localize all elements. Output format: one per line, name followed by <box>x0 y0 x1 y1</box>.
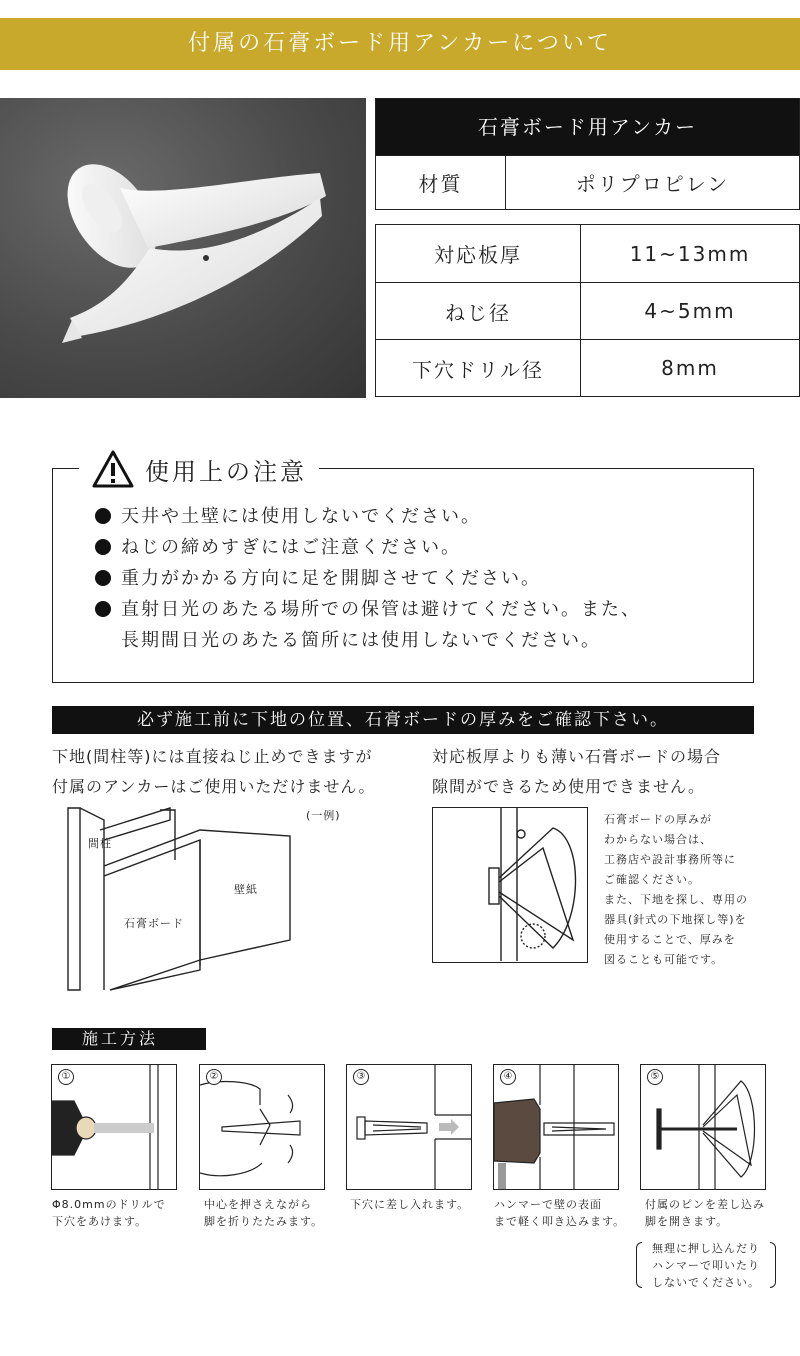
side-note-line: わからない場合は、 <box>604 833 712 846</box>
caption-line: 下穴をあけます。 <box>52 1215 148 1228</box>
step-3-illustration <box>346 1064 472 1190</box>
list-item <box>95 594 641 625</box>
side-note-line: 器具(針式の下地探し等)を <box>604 913 747 926</box>
spec-label: 対応板厚 <box>376 225 581 282</box>
bullet-icon <box>95 508 111 524</box>
caution-title: 使用上の注意 <box>145 457 307 486</box>
table-row <box>376 225 799 282</box>
spec-value: 11~13mm <box>629 241 751 266</box>
caption-line: 脚を開きます。 <box>645 1215 729 1228</box>
spec-table-material <box>375 98 800 210</box>
page-title-banner: 付属の石膏ボード用アンカーについて <box>0 18 800 70</box>
step-1-caption <box>52 1196 166 1230</box>
step-number: ② <box>206 1069 222 1085</box>
spec-label: 下穴ドリル径 <box>376 340 581 396</box>
caption-line: 付属のピンを差し込み <box>645 1198 765 1211</box>
step-4-illustration <box>493 1064 619 1190</box>
step-4-caption <box>494 1196 625 1230</box>
list-item <box>95 563 641 594</box>
step-2-illustration <box>199 1064 325 1190</box>
bullet-icon <box>95 539 111 555</box>
list-item <box>95 501 641 532</box>
spec-label: 材質 <box>376 156 506 209</box>
board-label: 石膏ボード <box>124 917 184 930</box>
caution-text: 直射日光のあたる場所での保管は避けてください。また、 <box>121 599 641 620</box>
table-row <box>376 282 799 339</box>
spec-table-header: 石膏ボード用アンカー <box>376 99 799 155</box>
caution-text: 長期間日光のあたる箇所には使用しないでください。 <box>121 630 601 651</box>
step-3-caption <box>350 1196 469 1213</box>
table-row <box>376 339 799 396</box>
caption-line: Φ8.0mmのドリルで <box>52 1198 166 1211</box>
thin-board-diagram <box>432 807 588 963</box>
step-5-warning <box>640 1240 772 1291</box>
bullet-icon <box>95 570 111 586</box>
step-5-illustration <box>640 1064 766 1190</box>
left-info-line-2: 付属のアンカーはご使用いただけません。 <box>52 777 376 796</box>
caution-text: 天井や土壁には使用しないでください。 <box>121 506 481 527</box>
caption-line: 中心を押さえながら <box>204 1198 312 1211</box>
caption-line: 下穴に差し入れます。 <box>350 1198 470 1211</box>
caption-line: 脚を折りたたみます。 <box>204 1215 324 1228</box>
side-note-line: ご確認ください。 <box>604 873 700 886</box>
side-note-line: また、下地を探し、専用の <box>604 893 748 906</box>
spec-value: 8mm <box>661 356 719 380</box>
wallpaper-label: 壁紙 <box>234 883 258 896</box>
anchor-photo <box>0 98 366 398</box>
caption-line: まで軽く叩き込みます。 <box>494 1215 626 1228</box>
side-note-line: 工務店や設計事務所等に <box>604 853 736 866</box>
list-item <box>95 532 641 563</box>
step-1-illustration <box>51 1064 177 1190</box>
step-number: ④ <box>500 1069 516 1085</box>
bullet-icon <box>95 601 111 617</box>
step-number: ① <box>58 1069 74 1085</box>
warning-line: 無理に押し込んだり <box>652 1242 760 1255</box>
caution-heading <box>79 443 319 495</box>
spec-value: ポリプロピレン <box>575 172 730 196</box>
left-info-line-1: 下地(間柱等)には直接ねじ止めできますが <box>52 747 373 766</box>
step-number: ③ <box>353 1069 369 1085</box>
spec-table-dimensions <box>375 224 800 397</box>
bracket-left <box>636 1242 642 1288</box>
side-note-line: 図ることも可能です。 <box>604 953 724 966</box>
method-title: 施工方法 <box>52 1028 206 1050</box>
side-note-line: 石膏ボードの厚みが <box>604 813 712 826</box>
step-5-caption <box>645 1196 765 1230</box>
right-info-line-1: 対応板厚よりも薄い石膏ボードの場合 <box>432 747 722 766</box>
warning-line: ハンマーで叩いたり <box>652 1259 760 1272</box>
step-number: ⑤ <box>647 1069 663 1085</box>
spec-value: 4~5mm <box>644 299 736 323</box>
caution-text: ねじの締めすぎにはご注意ください。 <box>121 537 461 558</box>
side-note-line: 使用することで、厚みを <box>604 933 736 946</box>
table-row <box>376 155 799 209</box>
stud-label: 間柱 <box>88 837 112 850</box>
spec-label: ねじ径 <box>376 283 581 339</box>
warning-line: しないでください。 <box>652 1276 760 1289</box>
right-info-line-2: 隙間ができるため使用できません。 <box>432 777 705 796</box>
caution-text: 重力がかかる方向に足を開脚させてください。 <box>121 568 541 589</box>
notice-bar: 必ず施工前に下地の位置、石膏ボードの厚みをご確認下さい。 <box>52 706 754 734</box>
list-item-continuation <box>95 625 641 656</box>
example-label: (一例) <box>306 809 341 822</box>
caution-box <box>52 457 754 683</box>
caution-list <box>95 501 641 656</box>
wall-structure-diagram <box>60 800 300 1000</box>
caption-line: ハンマーで壁の表面 <box>494 1198 602 1211</box>
bracket-right <box>770 1242 776 1288</box>
step-2-caption <box>204 1196 323 1230</box>
warning-icon <box>91 449 135 489</box>
